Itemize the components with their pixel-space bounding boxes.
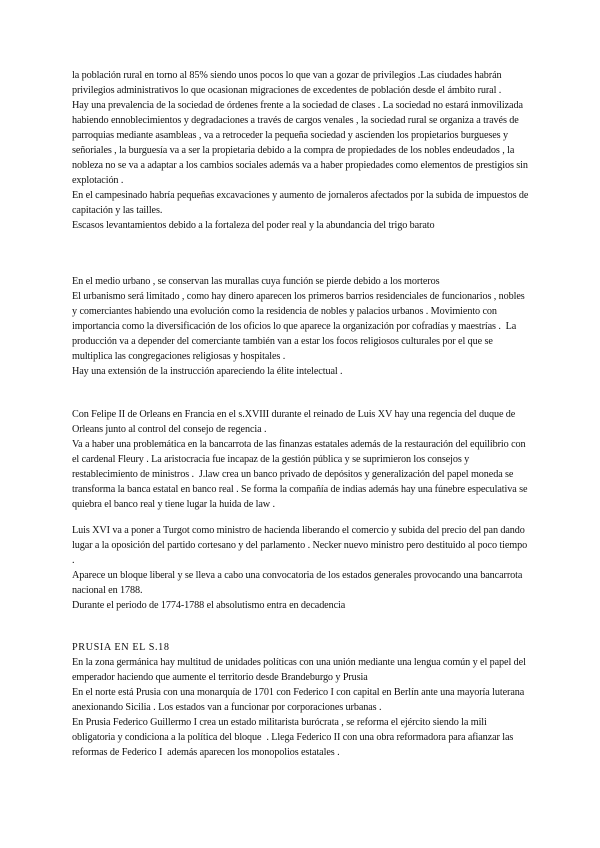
paragraph: Va a haber una problemática en la bancarrota de las finanzas estatales además de la restauración del equilibrio con el cardenal Fleury . La aristocracia fue incapaz de la gestión pública y se suprimieron los consejos y restablecimiento de ministros . J.law crea un banco privado de depósitos y generalización del papel moneda se transforma la banca estatal en banco real . Se forma la compañía de indias además hay una fúnebre especulativa se quiebra el banco real y tiene lugar la huida de law . (72, 439, 530, 510)
text-section-urban (72, 274, 530, 379)
paragraph: En el campesinado habría pequeñas excavaciones y aumento de jornaleros afectados por la subida de impuestos de capitación y las tailles. (72, 190, 531, 216)
paragraph: En el medio urbano , se conservan las murallas cuya función se pierde debido a los morteros (72, 276, 440, 287)
paragraph: El urbanismo será limitado , como hay dinero aparecen los primeros barrios residenciales de funcionarios , nobles y comerciantes habiendo una evolución como la residencia de nobles y palacios urbanos . Movimiento con importancia como la diversificación de los oficios lo que aparece la organización por cofradías y maestrías . La producción va a depender del comerciante también van a estar los focos religiosos culturales por el que se multiplica las congregaciones religiosas y hospitales . (72, 291, 528, 362)
text-section-regency (72, 407, 530, 512)
paragraph: Aparece un bloque liberal y se lleva a cabo una convocatoria de los estados generales provocando una bancarrota nacional en 1788. (72, 570, 525, 596)
paragraph: Hay una extensión de la instrucción apareciendo la élite intelectual . (72, 366, 343, 377)
paragraph: Con Felipe II de Orleans en Francia en el s.XVIII durante el reinado de Luis XV hay una regencia del duque de Orleans junto al control del consejo de regencia . (72, 409, 518, 435)
paragraph: Escasos levantamientos debido a la fortaleza del poder real y la abundancia del trigo barato (72, 220, 435, 231)
text-section-luis-xvi (72, 523, 530, 613)
paragraph: Hay una prevalencia de la sociedad de órdenes frente a la sociedad de clases . La sociedad no estará inmovilizada habiendo ennoblecimientos y degradaciones a través de cargos venales , la sociedad rural se organiza a través de parroquias mediante asambleas , va a retroceder la pequeña sociedad y ascienden los propietarios burgueses y señoriales , la burguesía va a ser la propietaria debido a la compra de propiedades de los nobles endeudados , la nobleza no se va a adaptar a los cambios sociales además va a haber propiedades como elementos de prestigios sin explotación . (72, 100, 531, 186)
text-section-prussia (72, 640, 530, 760)
paragraph: En la zona germánica hay multitud de unidades políticas con una unión mediante una lengua común y el papel del emperador haciendo que aumente el territorio desde Brandeburgo y Prusia (72, 657, 529, 683)
text-section-society (72, 68, 530, 233)
section-heading: PRUSIA EN EL S.18 (72, 642, 170, 653)
paragraph: la población rural en torno al 85% siendo unos pocos lo que van a gozar de privilegios .Las ciudades habrán privilegios administrativos lo que ocasionan migraciones de excedentes de población desde el ámbito rural . (72, 70, 504, 96)
paragraph: En el norte está Prusia con una monarquía de 1701 con Federico I con capital en Berlín ante una mayoría luterana anexionando Sicilia . Los estados van a funcionar por corporaciones urbanas . (72, 687, 527, 713)
paragraph: En Prusia Federico Guillermo I crea un estado militarista burócrata , se reforma el ejército siendo la mili obligatoria y condiciona a la política del bloque . Llega Federico II con una obra reformadora para afianzar las reformas de Federico I además aparecen los monopolios estatales . (72, 717, 516, 758)
paragraph: Durante el periodo de 1774-1788 el absolutismo entra en decadencia (72, 600, 346, 611)
paragraph: Luis XVI va a poner a Turgot como ministro de hacienda liberando el comercio y subida del precio del pan dando lugar a la oposición del partido cortesano y del parlamento . Necker nuevo ministro pero destituido al poco tiempo . (72, 525, 530, 566)
